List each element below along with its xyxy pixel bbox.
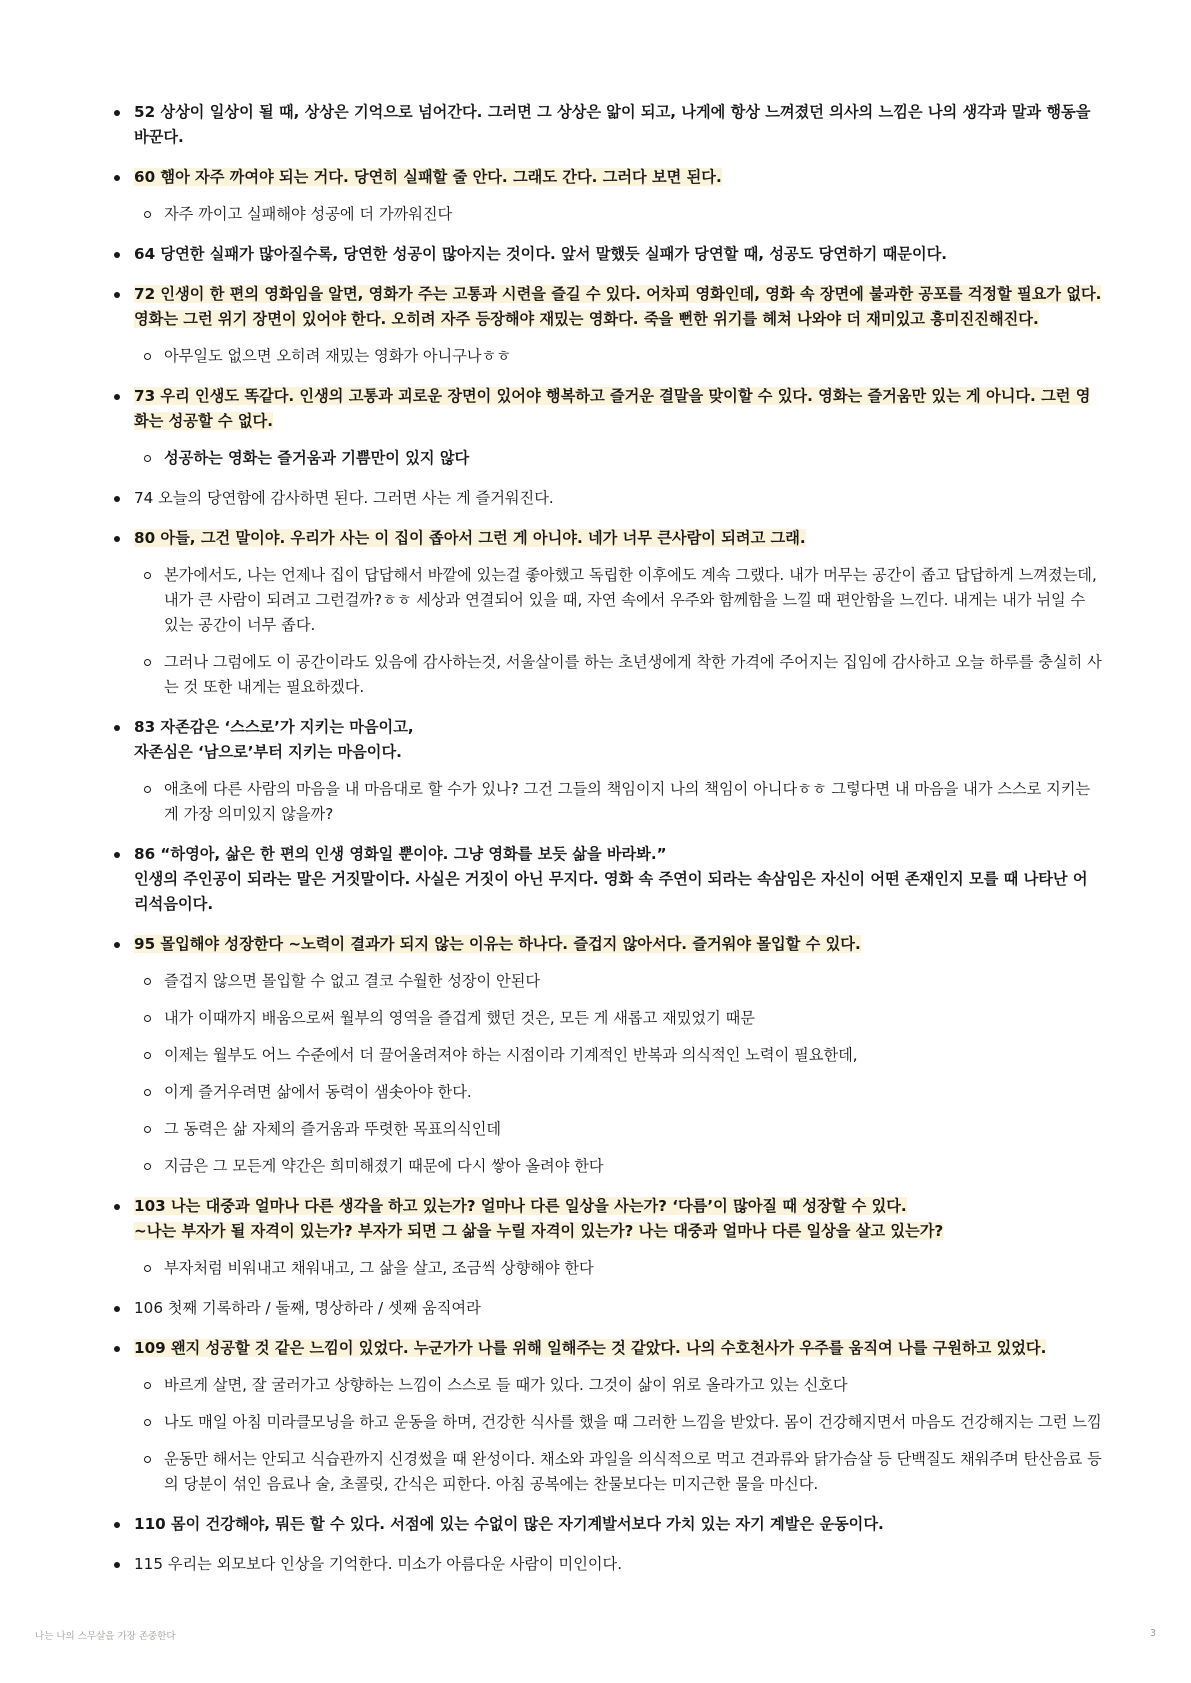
sub-list-item (134, 1006, 1102, 1031)
quote-text: 83 자존감은 ‘스스로’가 지키는 마음이고, (134, 718, 414, 736)
list-item (112, 242, 1102, 267)
sub-list-item (134, 1410, 1102, 1435)
quote-text: 86 “하영아, 삶은 한 편의 인생 영화일 뿐이야. 그냥 영화를 보듯 삶을 바라봐.” (134, 845, 667, 863)
quote-list (112, 100, 1102, 1577)
sub-list-item (134, 777, 1102, 827)
note-text: 운동만 해서는 안되고 식습관까지 신경썼을 때 완성이다. 채소와 과일을 의식적으로 먹고 견과류와 닭가슴살 등 단백질도 채워주며 탄산음료 등의 당분이 섞인 음료나 술, 초콜릿, 간식은 피한다. 아침 공복에는 찬물보다는 미지근한 물을 마신다. (164, 1450, 1102, 1493)
list-item (112, 1194, 1102, 1281)
note-text: 나도 매일 아침 미라클모닝을 하고 운동을 하며, 건강한 식사를 했을 때 그러한 느낌을 받았다. 몸이 건강해지면서 마음도 건강해지는 그런 느낌 (164, 1413, 1102, 1431)
list-item (112, 100, 1102, 150)
list-item (112, 1552, 1102, 1577)
sub-list-item (134, 1154, 1102, 1179)
sub-list-item (134, 202, 1102, 227)
list-item (112, 715, 1102, 827)
sub-list (134, 446, 1102, 471)
note-text: 본가에서도, 나는 언제나 집이 답답해서 바깥에 있는걸 좋아했고 독립한 이후에도 계속 그랬다. 내가 머무는 공간이 좁고 답답하게 느껴졌는데, 내가 큰 사람이 되려고 그런걸까?ㅎㅎ 세상과 연결되어 있을 때, 자연 속에서 우주와 함께함을 느낄 때 편안함을 느낀다. 내게는 내가 뉘일 수 있는 공간이 너무 좁다. (164, 566, 1097, 634)
sub-list (134, 344, 1102, 369)
note-text: 즐겁지 않으면 몰입할 수 없고 결코 수월한 성장이 안된다 (164, 972, 541, 990)
sub-list-item (134, 1043, 1102, 1068)
note-text: 부자처럼 비워내고 채워내고, 그 삶을 살고, 조금씩 상향해야 한다 (164, 1259, 594, 1277)
sub-list-item (134, 650, 1102, 700)
note-text: 지금은 그 모든게 약간은 희미해졌기 때문에 다시 쌓아 올려야 한다 (164, 1157, 604, 1175)
quote-text-line2: 자존심은 ‘남으로’부터 지키는 마음이다. (134, 743, 402, 761)
footer-title: 나는 나의 스무살을 가장 존중한다 (35, 1631, 176, 1642)
note-text: 성공하는 영화는 즐거움과 기쁨만이 있지 않다 (164, 449, 470, 467)
sub-list-item (134, 1256, 1102, 1281)
list-item (112, 526, 1102, 700)
note-text: 바르게 살면, 잘 굴러가고 상향하는 느낌이 스스로 들 때가 있다. 그것이 삶이 위로 올라가고 있는 신호다 (164, 1376, 848, 1394)
sub-list-item (134, 1447, 1102, 1497)
sub-list (134, 563, 1102, 700)
quote-text-line2: 인생의 주인공이 되라는 말은 거짓말이다. 사실은 거짓이 아닌 무지다. 영화 속 주연이 되라는 속삼임은 자신이 어떤 존재인지 모를 때 나타난 어리석음이다. (134, 870, 1088, 913)
list-item (112, 486, 1102, 511)
note-text: 그러나 그럼에도 이 공간이라도 있음에 감사하는것, 서울살이를 하는 초년생에게 착한 가격에 주어지는 집임에 감사하고 오늘 하루를 충실히 사는 것 또한 내게는 필요하겠다. (164, 653, 1102, 696)
sub-list (134, 202, 1102, 227)
quote-text: 109 왠지 성공할 것 같은 느낌이 있었다. 누군가가 나를 위해 일해주는 것 같았다. 나의 수호천사가 우주를 움직여 나를 구원하고 있었다. (134, 1339, 1047, 1357)
list-item (112, 282, 1102, 369)
note-text: 아무일도 없으면 오히려 재밌는 영화가 아니구나ㅎㅎ (164, 347, 511, 365)
quote-text: 60 햄아 자주 까여야 되는 거다. 당연히 실패할 줄 안다. 그래도 간다. 그러다 보면 된다. (134, 168, 722, 186)
note-text: 이게 즐거우려면 삶에서 동력이 샘솟아야 한다. (164, 1083, 472, 1101)
list-item (112, 932, 1102, 1179)
sub-list-item (134, 969, 1102, 994)
list-item (112, 384, 1102, 471)
sub-list-item (134, 1117, 1102, 1142)
quote-text: 64 당연한 실패가 많아질수록, 당연한 성공이 많아지는 것이다. 앞서 말했듯 실패가 당연할 때, 성공도 당연하기 때문이다. (134, 245, 948, 263)
list-item (112, 165, 1102, 227)
quote-text: 110 몸이 건강해야, 뭐든 할 수 있다. 서점에 있는 수없이 많은 자기계발서보다 가치 있는 자기 계발은 운동이다. (134, 1515, 884, 1533)
sub-list (134, 1256, 1102, 1281)
quote-text: 52 상상이 일상이 될 때, 상상은 기억으로 넘어간다. 그러면 그 상상은 앎이 되고, 나게에 항상 느껴졌던 의사의 느낌은 나의 생각과 말과 행동을 바꾼다. (134, 103, 1091, 146)
sub-list (134, 1373, 1102, 1497)
note-text: 자주 까이고 실패해야 성공에 더 가까워진다 (164, 205, 453, 223)
note-text: 그 동력은 삶 자체의 즐거움과 뚜렷한 목표의식인데 (164, 1120, 502, 1138)
note-text: 이제는 월부도 어느 수준에서 더 끌어올려져야 하는 시점이라 기계적인 반복과 의식적인 노력이 필요한데, (164, 1046, 858, 1064)
note-text: 내가 이때까지 배움으로써 월부의 영역을 즐겁게 했던 것은, 모든 게 새롭고 재밌었기 때문 (164, 1009, 755, 1027)
note-text: 애초에 다른 사람의 마음을 내 마음대로 할 수가 있나? 그건 그들의 책임이지 나의 책임이 아니다ㅎㅎ 그렇다면 내 마음을 내가 스스로 지키는 게 가장 의미있지 않을까? (164, 780, 1091, 823)
sub-list-item (134, 446, 1102, 471)
sub-list (134, 777, 1102, 827)
sub-list-item (134, 1080, 1102, 1105)
quote-text: 103 나는 대중과 얼마나 다른 생각을 하고 있는가? 얼마나 다른 일상을 사는가? ‘다름’이 많아질 때 성장할 수 있다. (134, 1197, 907, 1215)
page-number: 3 (1149, 1628, 1156, 1639)
quote-text: 72 인생이 한 편의 영화임을 알면, 영화가 주는 고통과 시련을 즐길 수 있다. 어차피 영화인데, 영화 속 장면에 불과한 공포를 걱정할 필요가 없다. 영화는 그런 위기 장면이 있어야 한다. 오히려 자주 등장해야 재밌는 영화다. 죽을 뻔한 위기를 헤쳐 나와야 더 재미있고 흥미진진해진다. (134, 285, 1102, 328)
list-item (112, 1296, 1102, 1321)
note-content (112, 100, 1102, 1592)
quote-text-line2: ~나는 부자가 될 자격이 있는가? 부자가 되면 그 삶을 누릴 자격이 있는가? 나는 대중과 얼마나 다른 일상을 살고 있는가? (134, 1222, 944, 1240)
quote-text: 74 오늘의 당연함에 감사하면 된다. 그러면 사는 게 즐거워진다. (134, 489, 554, 507)
sub-list-item (134, 1373, 1102, 1398)
sub-list (134, 969, 1102, 1179)
quote-text: 95 몰입해야 성장한다 ~노력이 결과가 되지 않는 이유는 하나다. 즐겁지 않아서다. 즐거워야 몰입할 수 있다. (134, 935, 861, 953)
quote-text: 80 아들, 그건 말이야. 우리가 사는 이 집이 좁아서 그런 게 아니야. 네가 너무 큰사람이 되려고 그래. (134, 529, 806, 547)
list-item (112, 842, 1102, 917)
sub-list-item (134, 563, 1102, 638)
list-item (112, 1336, 1102, 1497)
quote-text: 115 우리는 외모보다 인상을 기억한다. 미소가 아름다운 사람이 미인이다. (134, 1555, 623, 1573)
sub-list-item (134, 344, 1102, 369)
quote-text: 106 첫째 기록하라 / 둘째, 명상하라 / 셋째 움직여라 (134, 1299, 481, 1317)
list-item (112, 1512, 1102, 1537)
quote-text: 73 우리 인생도 똑같다. 인생의 고통과 괴로운 장면이 있어야 행복하고 즐거운 결말을 맞이할 수 있다. 영화는 즐거움만 있는 게 아니다. 그런 영화는 성공할 수 없다. (134, 387, 1091, 430)
